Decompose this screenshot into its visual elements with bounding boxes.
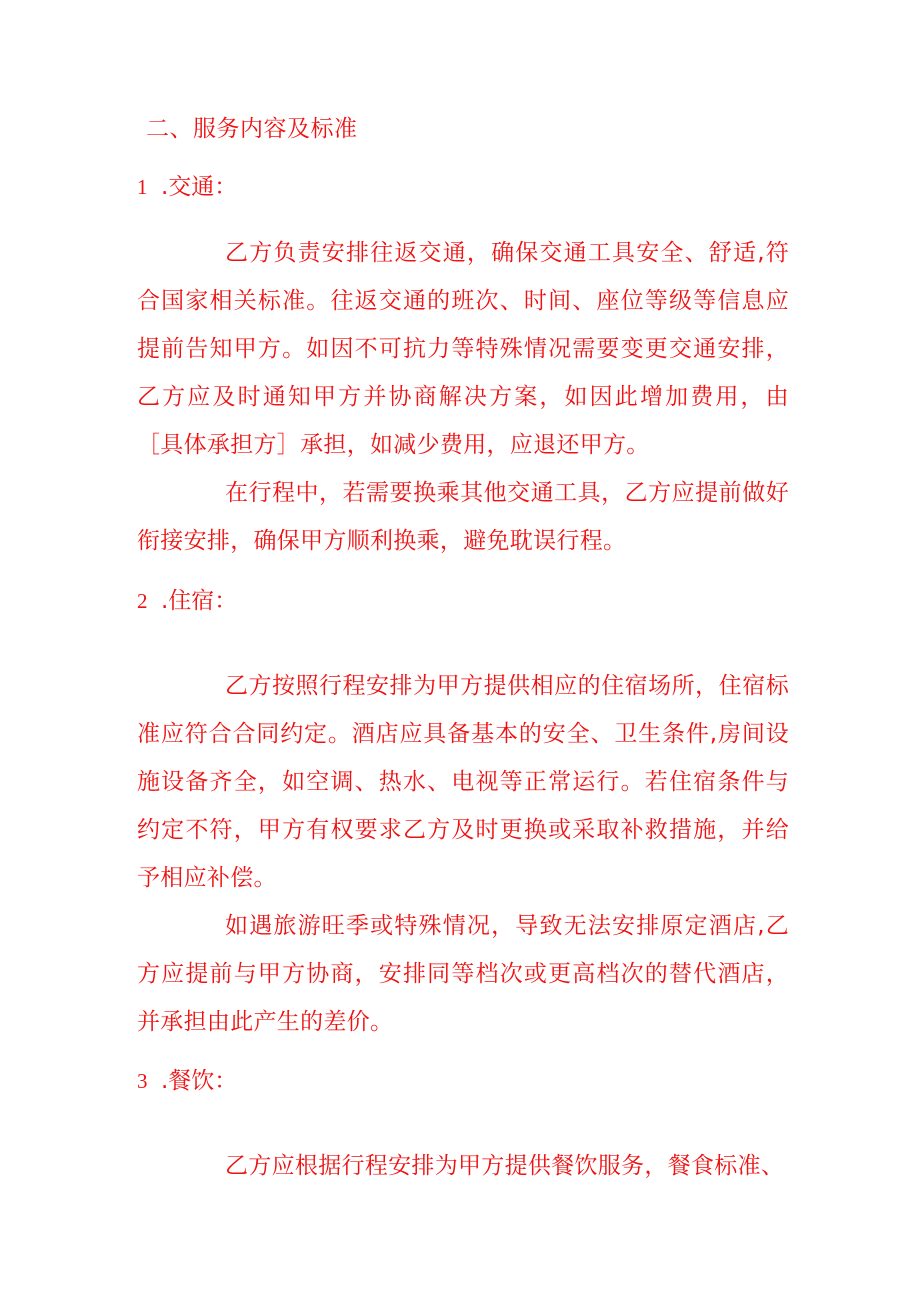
item-number: 2 [137, 589, 148, 613]
paragraph-lodging-2: 如遇旅游旺季或特殊情况，导致无法安排原定酒店,乙方应提前与甲方协商，安排同等档次或更高档次的替代酒店，并承担由此产生的差价。 [137, 913, 789, 1035]
paragraph-transport-2: 在行程中，若需要换乘其他交通工具，乙方应提前做好衔接安排，确保甲方顺利换乘，避免耽误行程。 [137, 480, 789, 554]
item-heading-text: .交通： [161, 174, 238, 200]
item-number: 1 [137, 175, 148, 199]
paragraph-lodging-1: 乙方按照行程安排为甲方提供相应的住宿场所，住宿标准应符合合同约定。酒店应具备基本的安全、卫生条件,房间设施设备齐全，如空调、热水、电视等正常运行。若住宿条件与约定不符，甲方有权要求乙方及时更换或采取补救措施，并给予相应补偿。 [137, 673, 789, 891]
item-heading-transport [137, 170, 237, 204]
item-heading-text: .餐饮： [161, 1068, 238, 1094]
item-number: 3 [137, 1069, 148, 1093]
paragraph-transport-1: 乙方负责安排往返交通，确保交通工具安全、舒适,符合国家相关标准。往返交通的班次、时间、座位等级等信息应提前告知甲方。如因不可抗力等特殊情况需要变更交通安排，乙方应及时通知甲方并协商解决方案，如因此增加费用，由［具体承担方］承担，如减少费用，应退还甲方。 [137, 240, 789, 458]
item-heading-lodging [137, 584, 237, 618]
item-heading-text: .住宿： [161, 588, 238, 614]
item-heading-dining [137, 1064, 237, 1098]
paragraph-dining-1: 乙方应根据行程安排为甲方提供餐饮服务，餐食标准、 [225, 1153, 785, 1179]
section-title: 二、服务内容及标准 [146, 116, 358, 142]
